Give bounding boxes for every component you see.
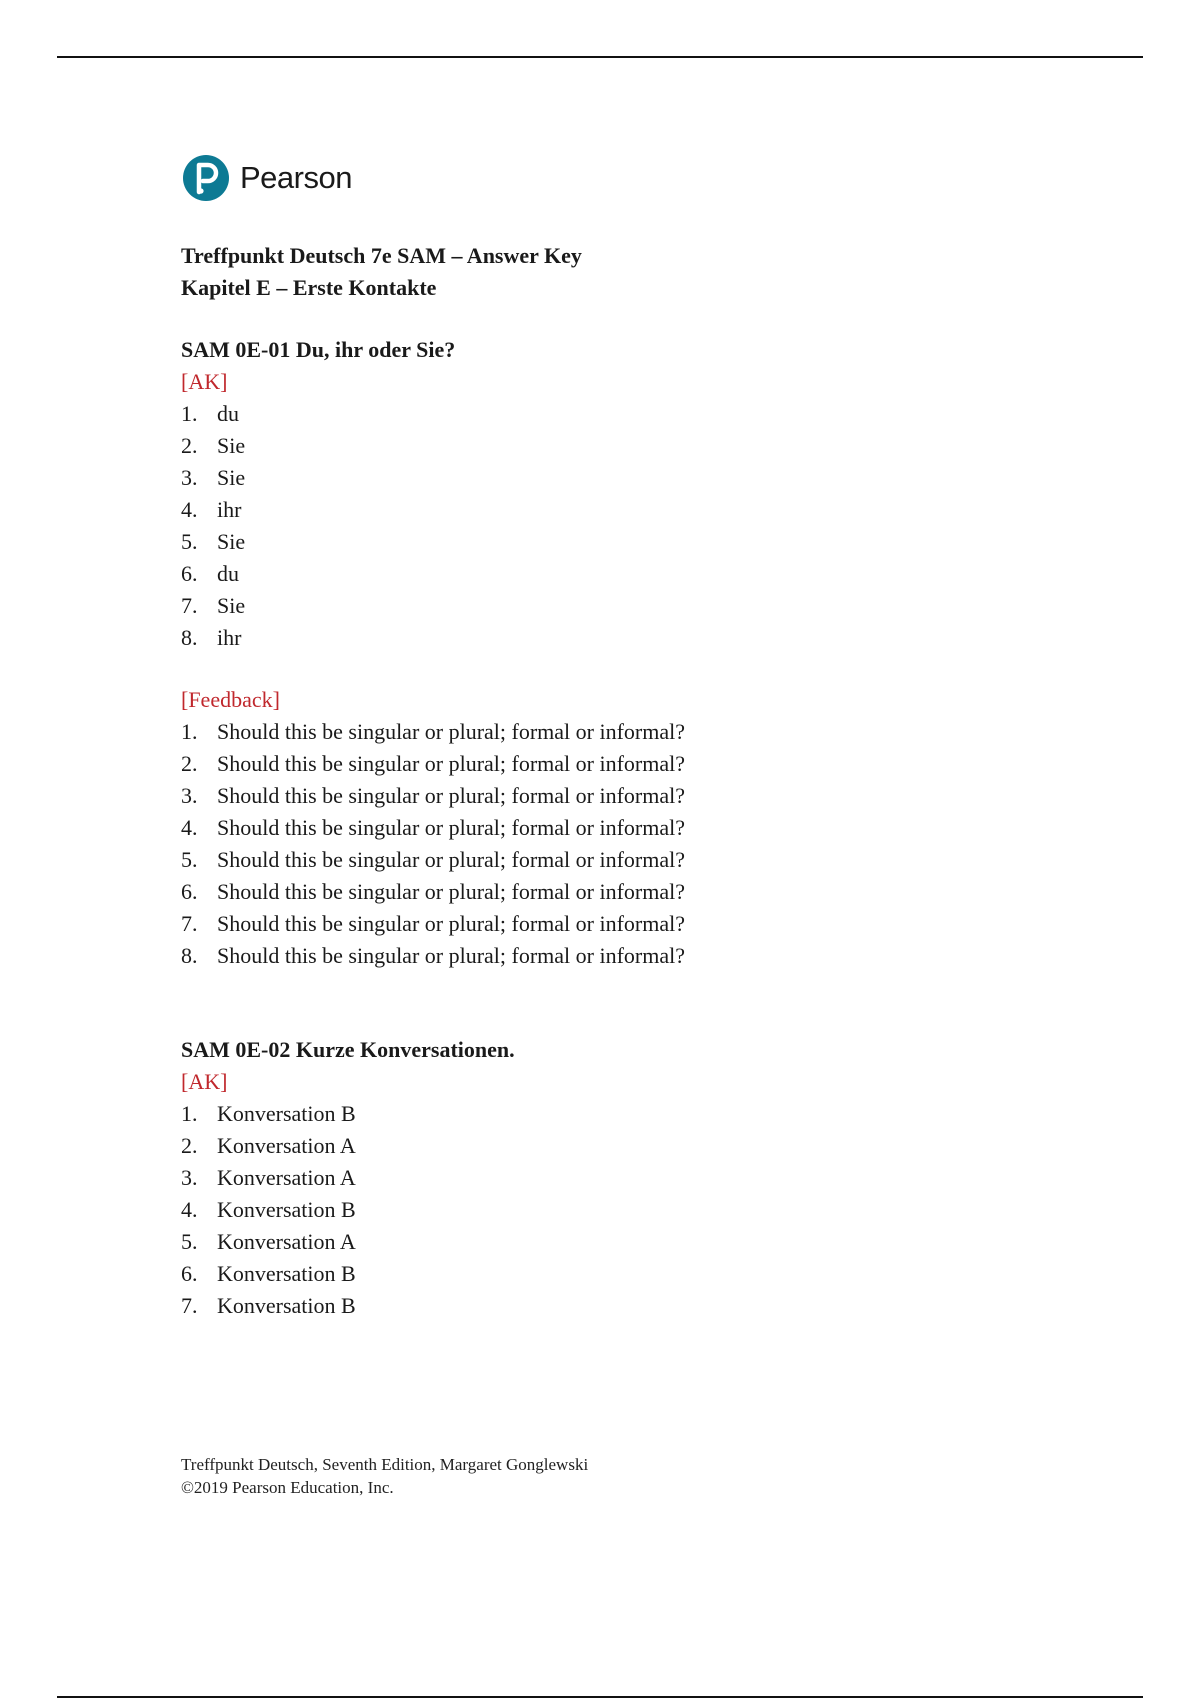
list-item <box>181 812 941 844</box>
item-number: 5. <box>181 847 198 872</box>
item-number: 4. <box>181 815 198 840</box>
bottom-rule <box>57 1696 1143 1698</box>
pearson-logo <box>182 150 352 206</box>
item-number: 6. <box>181 879 198 904</box>
list-item <box>181 844 941 876</box>
list-item <box>181 1226 941 1258</box>
list-item <box>181 494 941 526</box>
item-text: Konversation A <box>217 1229 356 1254</box>
item-text: Konversation B <box>217 1293 356 1318</box>
item-text: Should this be singular or plural; formal or informal? <box>217 943 686 968</box>
item-number: 3. <box>181 783 198 808</box>
list-item <box>181 908 941 940</box>
item-text: Konversation B <box>217 1101 356 1126</box>
list-item <box>181 748 941 780</box>
page-footer <box>181 1453 588 1499</box>
item-number: 1. <box>181 1101 198 1126</box>
section-title: SAM 0E-02 Kurze Konversationen. <box>181 1037 515 1062</box>
item-text: du <box>217 561 239 586</box>
item-text: ihr <box>217 625 242 650</box>
list-item <box>181 398 941 430</box>
top-rule <box>57 56 1143 58</box>
list-item <box>181 1130 941 1162</box>
item-text: Should this be singular or plural; formal or informal? <box>217 879 686 904</box>
item-text: Should this be singular or plural; formal or informal? <box>217 719 686 744</box>
item-number: 5. <box>181 529 198 554</box>
item-text: Should this be singular or plural; formal or informal? <box>217 783 686 808</box>
item-number: 5. <box>181 1229 198 1254</box>
answer-key-content <box>181 240 941 1322</box>
item-number: 2. <box>181 751 198 776</box>
item-text: Should this be singular or plural; formal or informal? <box>217 847 686 872</box>
list-item <box>181 780 941 812</box>
item-text: ihr <box>217 497 242 522</box>
item-text: Konversation A <box>217 1165 356 1190</box>
item-text: Should this be singular or plural; formal or informal? <box>217 815 686 840</box>
item-number: 6. <box>181 1261 198 1286</box>
item-number: 7. <box>181 593 198 618</box>
item-text: Konversation B <box>217 1261 356 1286</box>
feedback-list <box>181 716 941 972</box>
list-item <box>181 526 941 558</box>
list-item <box>181 590 941 622</box>
item-number: 4. <box>181 1197 198 1222</box>
item-text: Sie <box>217 465 246 490</box>
list-item <box>181 876 941 908</box>
answer-list <box>181 398 941 654</box>
list-item <box>181 1258 941 1290</box>
section-title: SAM 0E-01 Du, ihr oder Sie? <box>181 337 456 362</box>
item-number: 4. <box>181 497 198 522</box>
document-title: Treffpunkt Deutsch 7e SAM – Answer Key <box>181 243 582 268</box>
footer-credit: Treffpunkt Deutsch, Seventh Edition, Margaret Gonglewski <box>181 1455 589 1474</box>
item-number: 7. <box>181 911 198 936</box>
list-item <box>181 462 941 494</box>
item-number: 8. <box>181 943 198 968</box>
list-item <box>181 940 941 972</box>
ak-label: [AK] <box>181 1069 228 1094</box>
brand-name: Pearson <box>240 160 352 195</box>
pearson-p-icon <box>182 152 230 204</box>
item-number: 2. <box>181 1133 198 1158</box>
item-number: 2. <box>181 433 198 458</box>
item-text: Sie <box>217 593 246 618</box>
item-text: Sie <box>217 529 246 554</box>
list-item <box>181 716 941 748</box>
item-number: 1. <box>181 401 198 426</box>
item-number: 3. <box>181 1165 198 1190</box>
list-item <box>181 430 941 462</box>
item-text: Sie <box>217 433 246 458</box>
list-item <box>181 622 941 654</box>
item-text: du <box>217 401 239 426</box>
list-item <box>181 1290 941 1322</box>
item-number: 6. <box>181 561 198 586</box>
item-text: Konversation B <box>217 1197 356 1222</box>
item-number: 8. <box>181 625 198 650</box>
item-text: Should this be singular or plural; formal or informal? <box>217 751 686 776</box>
feedback-label: [Feedback] <box>181 687 280 712</box>
list-item <box>181 1098 941 1130</box>
chapter-title: Kapitel E – Erste Kontakte <box>181 275 437 300</box>
item-text: Konversation A <box>217 1133 356 1158</box>
item-number: 1. <box>181 719 198 744</box>
list-item <box>181 558 941 590</box>
list-item <box>181 1162 941 1194</box>
answer-list <box>181 1098 941 1322</box>
footer-copyright: ©2019 Pearson Education, Inc. <box>181 1478 394 1497</box>
item-text: Should this be singular or plural; formal or informal? <box>217 911 686 936</box>
item-number: 3. <box>181 465 198 490</box>
list-item <box>181 1194 941 1226</box>
ak-label: [AK] <box>181 369 228 394</box>
item-number: 7. <box>181 1293 198 1318</box>
